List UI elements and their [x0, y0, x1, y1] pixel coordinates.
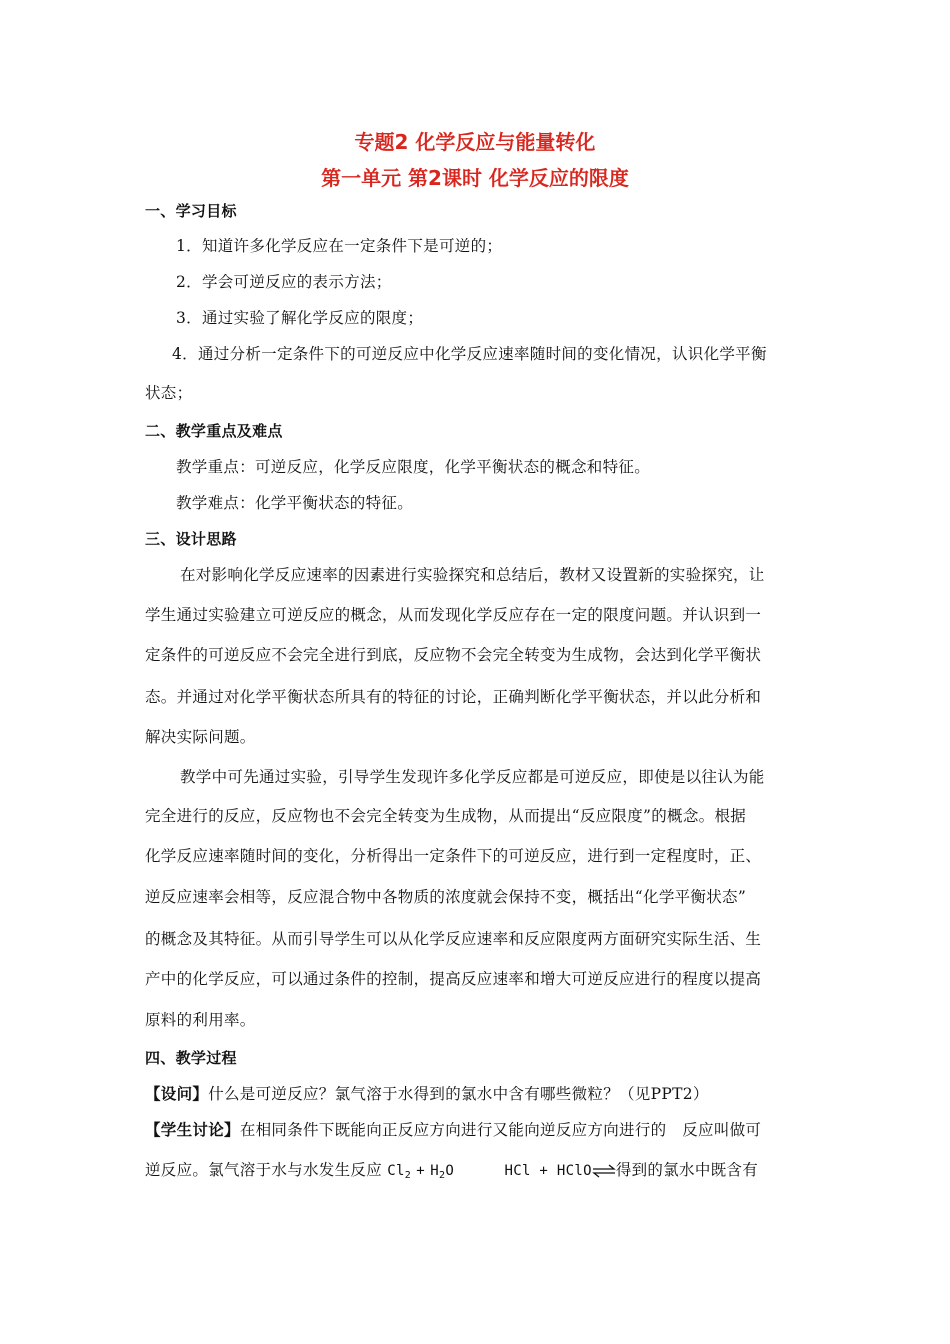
goal-item: 4．通过分析一定条件下的可逆反应中化学反应速率随时间的变化情况，认识化学平衡 [172, 345, 767, 363]
question-line [145, 1084, 810, 1104]
paragraph-line: 学生通过实验建立可逆反应的概念，从而发现化学反应存在一定的限度问题。并认识到一 [145, 606, 762, 624]
paragraph-line: 完全进行的反应，反应物也不会完全转变为生成物，从而提出“反应限度”的概念。根据 [145, 807, 747, 825]
paragraph-line: 化学反应速率随时间的变化，分析得出一定条件下的可逆反应，进行到一定程度时，正、 [145, 847, 762, 865]
question-tag: 【设问】 [145, 1084, 209, 1103]
paragraph-line: 在对影响化学反应速率的因素进行实验探究和总结后，教材又设置新的实验探究，让 [180, 566, 765, 584]
paragraph-line: 原料的利用率。 [145, 1011, 256, 1029]
goal-item-continued: 状态； [145, 384, 193, 402]
section-heading-process: 四、教学过程 [145, 1049, 237, 1067]
paragraph-line: 的概念及其特征。从而引导学生可以从化学反应速率和反应限度两方面研究实际生活、生 [145, 930, 762, 948]
goal-item: 2．学会可逆反应的表示方法； [176, 273, 392, 291]
discussion-line [145, 1120, 810, 1140]
equation-trailing-text: 得到的氯水中既含有 [615, 1161, 759, 1179]
equation-line [145, 1160, 810, 1186]
paragraph-line: 教学中可先通过实验，引导学生发现许多化学反应都是可逆反应，即使是以往认为能 [180, 768, 765, 786]
section-heading-design: 三、设计思路 [145, 530, 237, 548]
plus-sign: + [416, 1163, 426, 1179]
discussion-tag: 【学生讨论】 [145, 1120, 240, 1139]
goal-item: 3．通过实验了解化学反应的限度； [176, 309, 424, 327]
doc-subtitle: 第一单元 第2课时 化学反应的限度 [321, 166, 629, 190]
section-heading-focus: 二、教学重点及难点 [145, 422, 283, 440]
equation-lead-text: 逆反应。氯气溶于水与水发生反应 [145, 1161, 383, 1179]
paragraph-line: 解决实际问题。 [145, 728, 256, 746]
paragraph-line: 产中的化学反应，可以通过条件的控制，提高反应速率和增大可逆反应进行的程度以提高 [145, 970, 762, 988]
discussion-text: 在相同条件下既能向正反应方向进行又能向逆反应方向进行的 反应叫做可 [239, 1121, 762, 1139]
chlorine-formula: $Cl_2$ [387, 1163, 412, 1181]
paragraph-line: 态。并通过对化学平衡状态所具有的特征的讨论，正确判断化学平衡状态，并以此分析和 [145, 688, 762, 706]
paragraph-line: 定条件的可逆反应不会完全进行到底，反应物不会完全转变为生成物，会达到化学平衡状 [145, 646, 762, 664]
paragraph-line: 逆反应速率会相等，反应混合物中各物质的浓度就会保持不变，概括出“化学平衡状态” [145, 888, 747, 906]
reversible-arrow-icon [592, 1161, 616, 1181]
question-text: 什么是可逆反应？氯气溶于水得到的氯水中含有哪些微粒？（见PPT2） [208, 1085, 709, 1103]
goal-item: 1．知道许多化学反应在一定条件下是可逆的； [176, 237, 503, 255]
section-heading-goals: 一、学习目标 [145, 202, 237, 220]
products-formula: HCl + HClO [504, 1163, 592, 1179]
doc-title: 专题2 化学反应与能量转化 [354, 130, 596, 154]
water-formula: $H_2O$ [430, 1163, 455, 1181]
focus-line: 教学重点：可逆反应，化学反应限度，化学平衡状态的概念和特征。 [176, 458, 651, 476]
difficulty-line: 教学难点：化学平衡状态的特征。 [176, 494, 414, 512]
